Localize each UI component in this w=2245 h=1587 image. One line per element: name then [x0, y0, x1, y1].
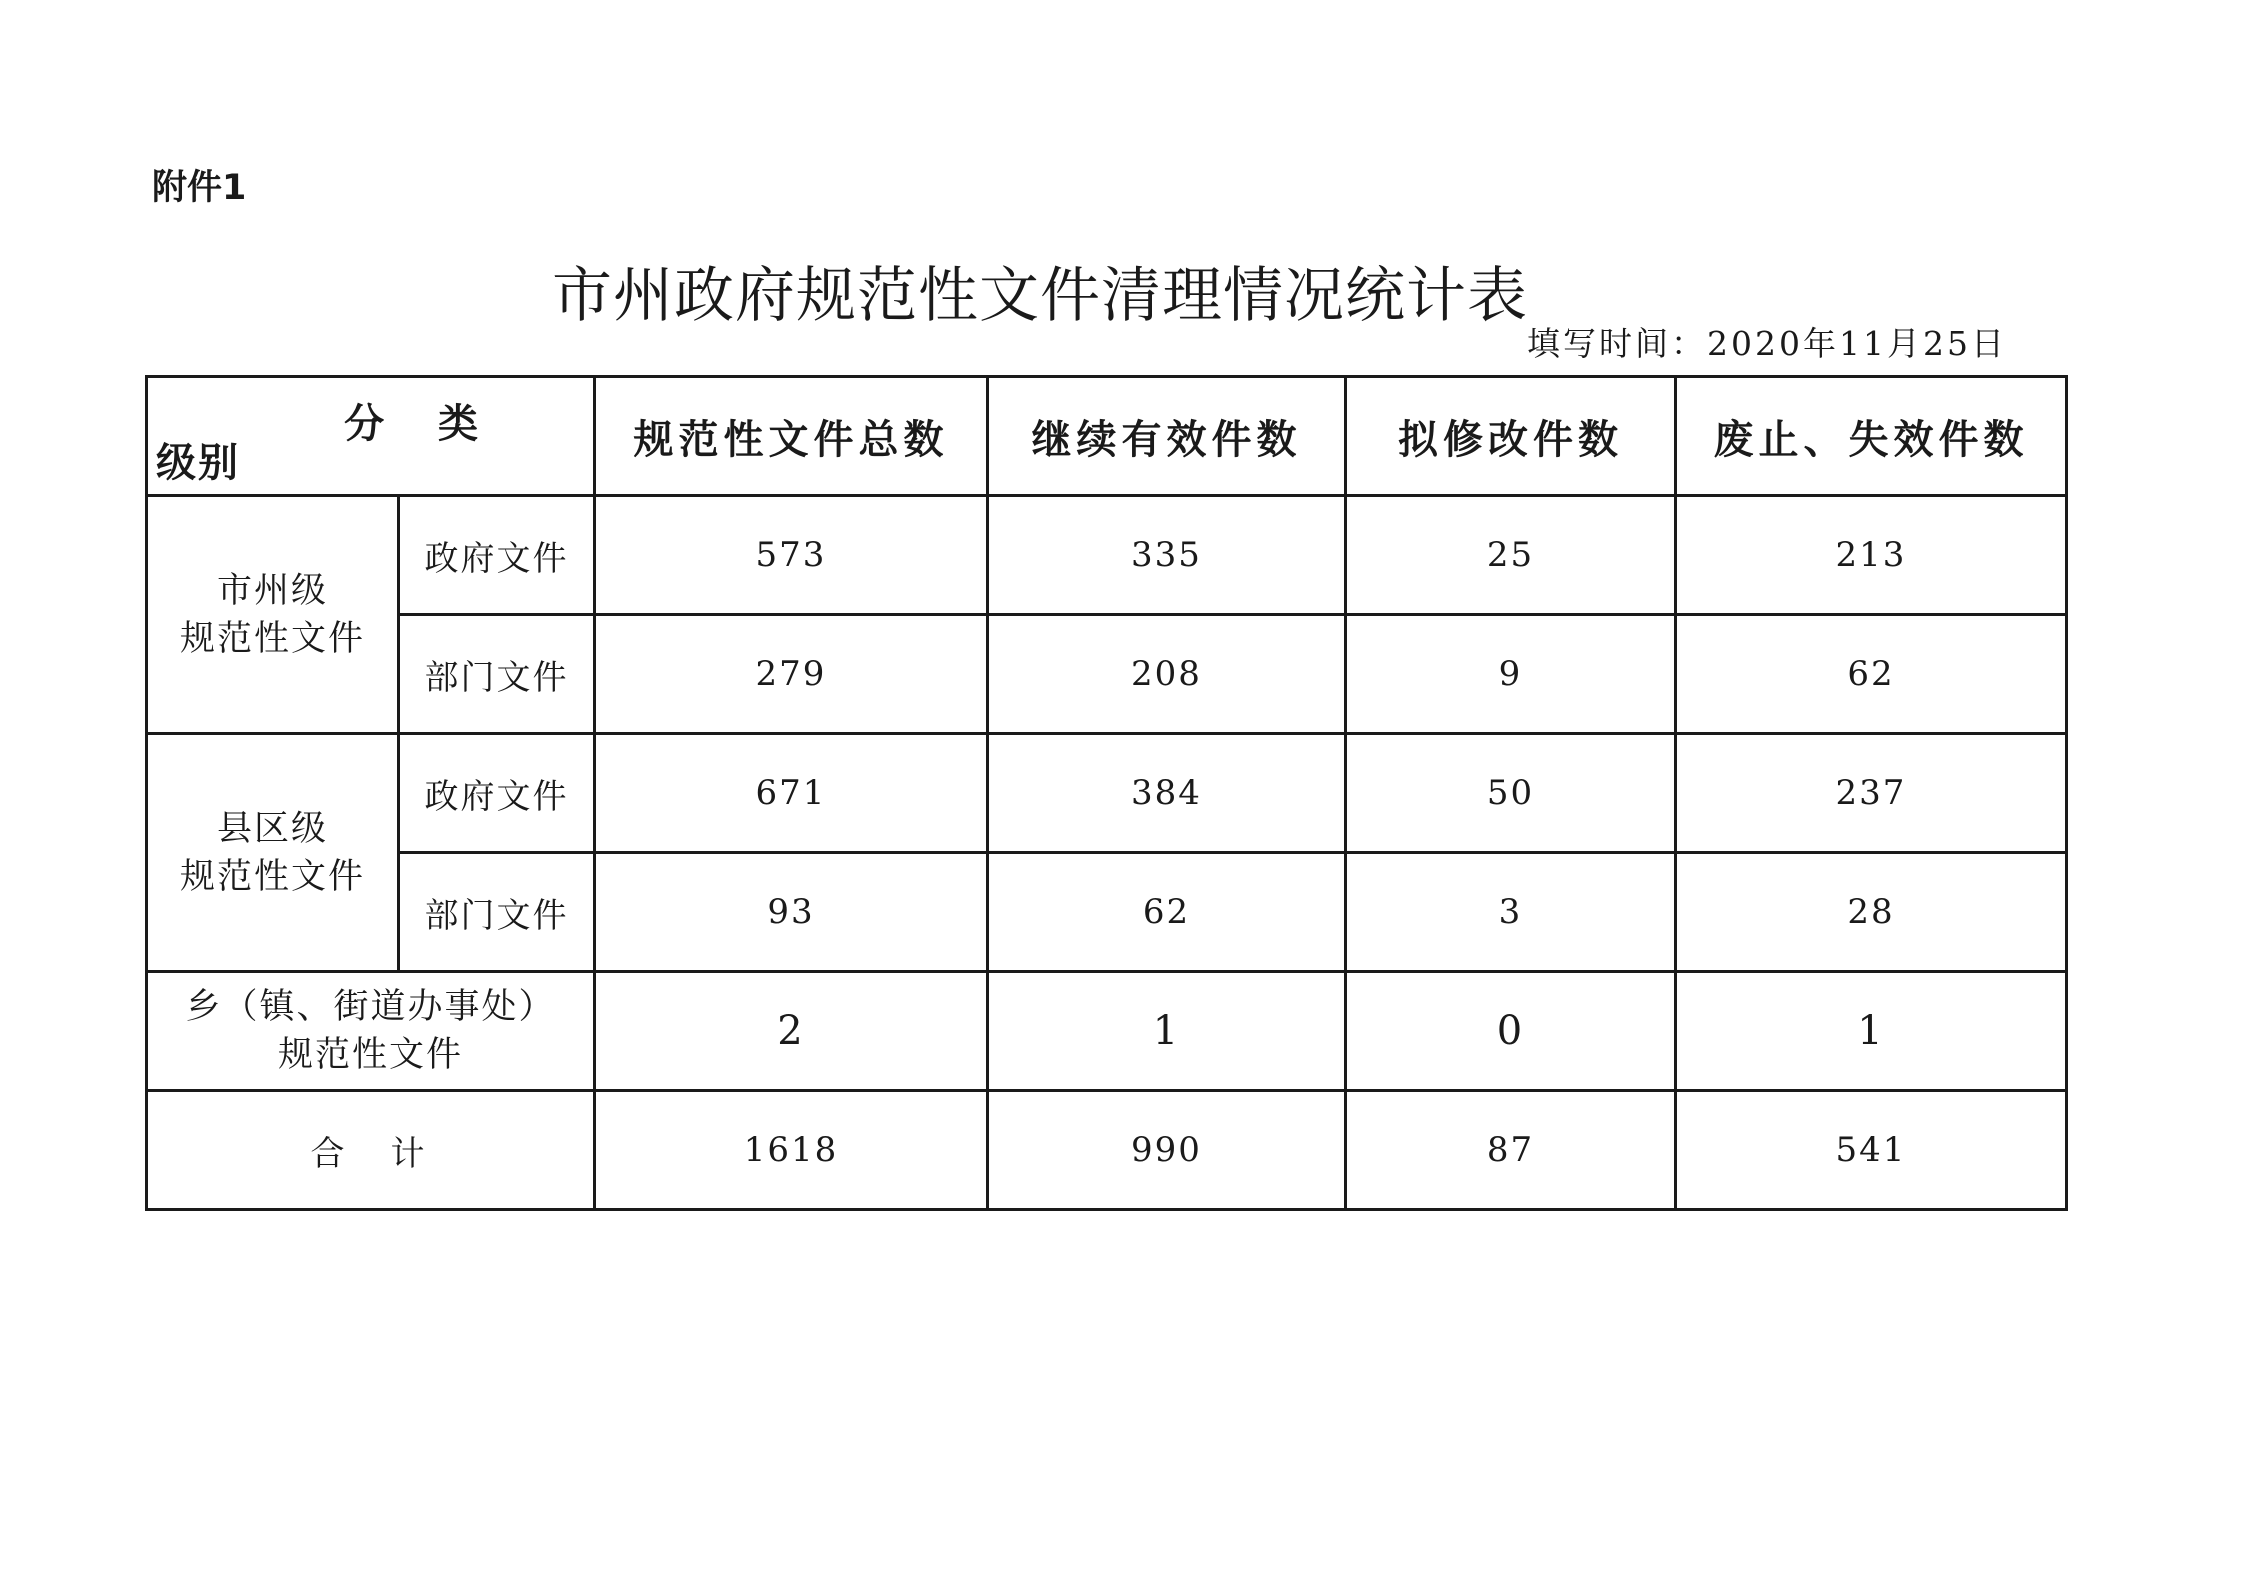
value-cell: 62 — [988, 853, 1346, 972]
total-value-cell: 1618 — [595, 1091, 988, 1210]
value-cell: 573 — [595, 496, 988, 615]
total-value-cell: 87 — [1346, 1091, 1676, 1210]
level-line1: 市州级 — [216, 570, 328, 611]
level-line2: 规范性文件 — [179, 856, 365, 897]
table-row — [147, 496, 2067, 615]
value-cell: 25 — [1346, 496, 1676, 615]
table-row — [147, 734, 2067, 853]
value-cell: 237 — [1676, 734, 2067, 853]
corner-header-cell — [147, 377, 595, 496]
value-cell: 9 — [1346, 615, 1676, 734]
value-cell: 0 — [1346, 972, 1676, 1091]
value-cell: 1 — [988, 972, 1346, 1091]
fill-date: 填写时间：2020年11月25日 — [1527, 324, 2007, 363]
corner-level-label: 级别 — [156, 440, 240, 486]
level-line1: 县区级 — [216, 808, 328, 849]
value-cell: 335 — [988, 496, 1346, 615]
table-row — [147, 972, 2067, 1091]
attachment-label: 附件1 — [152, 168, 247, 208]
level-line2: 规范性文件 — [179, 618, 365, 659]
value-cell: 384 — [988, 734, 1346, 853]
total-value-cell: 541 — [1676, 1091, 2067, 1210]
value-cell: 2 — [595, 972, 988, 1091]
value-cell: 93 — [595, 853, 988, 972]
value-cell: 3 — [1346, 853, 1676, 972]
total-label: 合 计 — [147, 1091, 595, 1210]
value-cell: 50 — [1346, 734, 1676, 853]
value-cell: 671 — [595, 734, 988, 853]
value-cell: 62 — [1676, 615, 2067, 734]
doc-type-cell: 政府文件 — [399, 734, 595, 853]
level-cell-city — [147, 496, 399, 734]
doc-type-cell: 政府文件 — [399, 496, 595, 615]
total-row — [147, 1091, 2067, 1210]
value-cell: 213 — [1676, 496, 2067, 615]
column-header-total: 规范性文件总数 — [595, 377, 988, 496]
table-row — [147, 853, 2067, 972]
value-cell: 208 — [988, 615, 1346, 734]
doc-type-cell: 部门文件 — [399, 853, 595, 972]
document-title: 市州政府规范性文件清理情况统计表 — [552, 261, 1528, 331]
column-header-abolished: 废止、失效件数 — [1676, 377, 2067, 496]
level-cell-township — [147, 972, 595, 1091]
value-cell: 28 — [1676, 853, 2067, 972]
column-header-valid: 继续有效件数 — [988, 377, 1346, 496]
township-line2: 规范性文件 — [277, 1035, 463, 1075]
table-row — [147, 615, 2067, 734]
level-cell-county — [147, 734, 399, 972]
column-header-to-revise: 拟修改件数 — [1346, 377, 1676, 496]
township-line1: 乡（镇、街道办事处） — [185, 987, 556, 1027]
value-cell: 279 — [595, 615, 988, 734]
header-row — [147, 377, 2067, 496]
corner-category-label: 分 类 — [344, 401, 498, 447]
statistics-table — [145, 375, 2068, 1211]
total-value-cell: 990 — [988, 1091, 1346, 1210]
doc-type-cell: 部门文件 — [399, 615, 595, 734]
value-cell: 1 — [1676, 972, 2067, 1091]
